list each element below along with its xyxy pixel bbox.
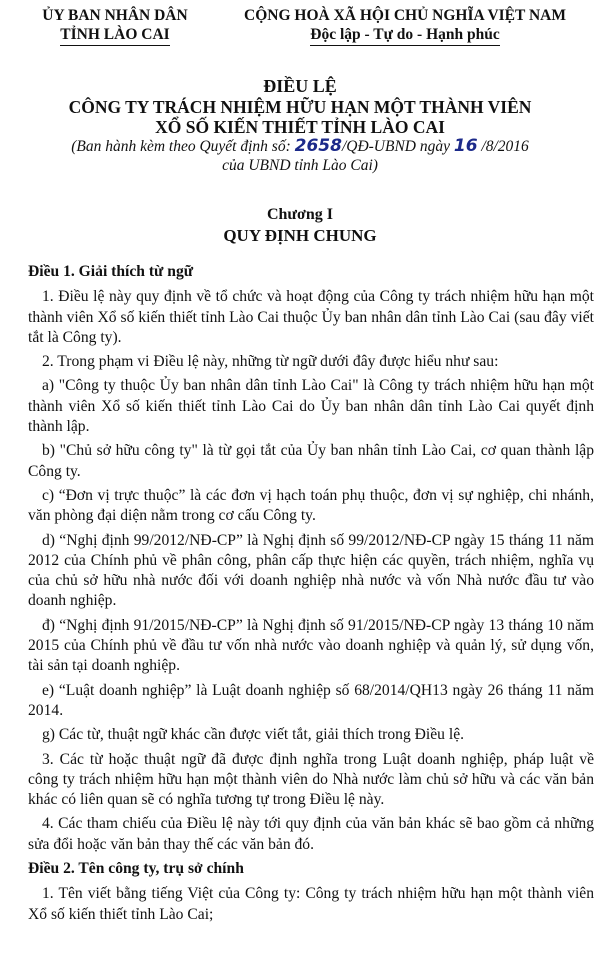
nation-name: CỘNG HOÀ XÃ HỘI CHỦ NGHĨA VIỆT NAM — [244, 7, 566, 24]
article-1-point-e: e) “Luật doanh nghiệp” là Luật doanh nghiệp số 68/2014/QH13 ngày 26 tháng 11 năm 2014. — [28, 681, 594, 719]
chapter-heading — [0, 205, 600, 247]
company-name-line-2: XỔ SỐ KIẾN THIẾT TỈNH LÀO CAI — [155, 117, 445, 137]
issuing-authority — [30, 6, 200, 46]
article-1-title: Điều 1. Giải thích từ ngữ — [28, 263, 194, 280]
article-1-clause-3: 3. Các từ hoặc thuật ngữ đã được định nghĩa trong Luật doanh nghiệp, pháp luật về công ty trách nhiệm hữu hạn một thành viên do Nhà nước làm chủ sở hữu và các văn bản khác có liên quan sẽ có nghĩa tương tự trong Điều lệ này. — [28, 750, 594, 809]
article-1-point-d: d) “Nghị định 99/2012/NĐ-CP” là Nghị định số 99/2012/NĐ-CP ngày 15 tháng 11 năm 2012 của Chính phủ về phân công, phân cấp thực hiện các quyền, trách nhiệm, nghĩa vụ của chủ sở hữu nhà nước đối với doanh nghiệp nhà nước và vốn Nhà nước đầu tư vào doanh nghiệp. — [28, 531, 594, 610]
company-name-line-1: CÔNG TY TRÁCH NHIỆM HỮU HẠN MỘT THÀNH VIÊN — [68, 97, 532, 117]
document-title-block — [0, 76, 600, 175]
article-1-clause-2: 2. Trong phạm vi Điều lệ này, những từ ngữ dưới đây được hiểu như sau: — [42, 353, 499, 371]
handwritten-decision-day: 16 — [453, 136, 478, 156]
issuance-prefix: (Ban hành kèm theo Quyết định số: — [71, 138, 295, 155]
article-1-point-dd: đ) “Nghị định 91/2015/NĐ-CP” là Nghị định số 91/2015/NĐ-CP ngày 13 tháng 10 năm 2015 của Chính phủ về đầu tư vốn nhà nước vào doanh nghiệp và quản lý, sử dụng vốn, tài sản tại doanh nghiệp. — [28, 616, 594, 675]
national-heading — [215, 6, 595, 46]
chapter-number: Chương I — [266, 206, 334, 223]
authority-line-1: ỦY BAN NHÂN DÂN — [42, 7, 188, 24]
issuance-note — [0, 137, 600, 156]
article-2-clause-1: 1. Tên viết bằng tiếng Việt của Công ty: Công ty trách nhiệm hữu hạn một thành viên Xổ số kiến thiết tỉnh Lào Cai; — [28, 885, 594, 923]
article-2-title: Điều 2. Tên công ty, trụ sở chính — [28, 860, 244, 878]
document-type: ĐIỀU LỆ — [263, 76, 337, 96]
article-1-clause-1: 1. Điều lệ này quy định về tổ chức và hoạt động của Công ty trách nhiệm hữu hạn một thành viên Xổ số kiến thiết tỉnh Lào Cai thuộc Ủy ban nhân dân tỉnh Lào Cai (sau đây viết tắt là Công ty). — [28, 288, 594, 346]
article-1-point-b: b) "Chủ sở hữu công ty" là từ gọi tắt của Ủy ban nhân tỉnh Lào Cai, cơ quan thành lập Công ty. — [28, 442, 594, 480]
national-motto: Độc lập - Tự do - Hạnh phúc — [310, 25, 499, 46]
article-1-point-g: g) Các từ, thuật ngữ khác cần được viết tắt, giải thích trong Điều lệ. — [42, 726, 465, 744]
issuance-note-line-2: của UBND tỉnh Lào Cai) — [222, 157, 378, 174]
document-body — [28, 262, 594, 929]
handwritten-decision-number: 2658 — [294, 136, 342, 156]
article-1-clause-4: 4. Các tham chiếu của Điều lệ này tới quy định của văn bản khác sẽ bao gồm cả những sửa đổi hoặc văn bản thay thế các văn bản đó. — [28, 815, 594, 853]
issuance-suffix: /8/2016 — [477, 138, 529, 155]
article-1-point-c: c) “Đơn vị trực thuộc” là các đơn vị hạch toán phụ thuộc, đơn vị sự nghiệp, chi nhánh, văn phòng đại diện nằm trong cơ cấu Công ty. — [28, 486, 594, 525]
chapter-name: QUY ĐỊNH CHUNG — [223, 226, 377, 245]
article-1-point-a: a) "Công ty thuộc Ủy ban nhân dân tỉnh Lào Cai" là Công ty trách nhiệm hữu hạn một thành viên Xổ số kiến thiết tỉnh Lào Cai do Ủy ban nhân dân tỉnh Lào Cai quyết định thành lập. — [28, 377, 594, 436]
authority-line-2: TỈNH LÀO CAI — [60, 25, 169, 46]
issuance-mid: /QĐ-UBND ngày — [341, 138, 454, 155]
